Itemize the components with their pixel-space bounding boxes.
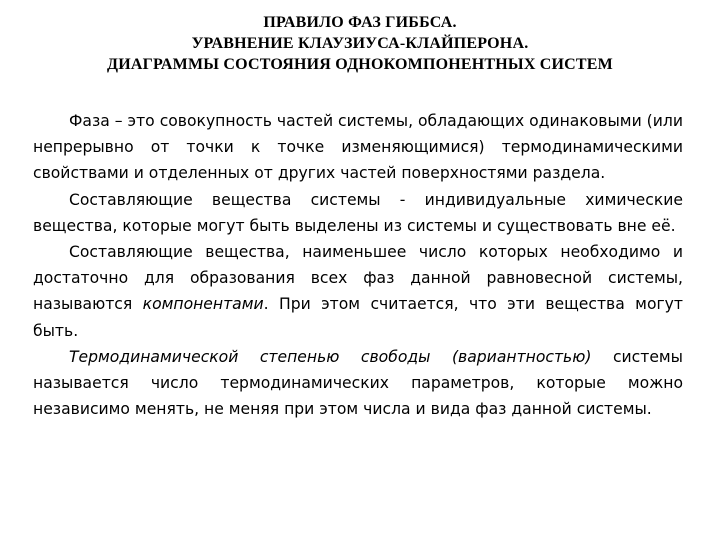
title-line-1: ПРАВИЛО ФАЗ ГИББСА.	[263, 14, 457, 31]
constituent-substances-text: Составляющие вещества системы - индивидуальные химические вещества, которые могут быть выделены из системы и существовать вне её.	[33, 190, 683, 235]
degrees-of-freedom-text: системы называется число термодинамических параметров, которые можно независимо менять, не меняя при этом числа и вида фаз данной системы.	[33, 347, 683, 419]
slide-title	[20, 12, 700, 75]
components-text-after: . При этом считается, что эти вещества могут быть.	[33, 295, 683, 340]
paragraph-phase-definition	[33, 108, 683, 187]
components-text-before: Составляющие вещества, наименьшее число которых необходимо и достаточно для образования всех фаз данной равновесной системы, называются	[33, 243, 683, 314]
title-line-2: УРАВНЕНИЕ КЛАУЗИУСА-КЛАЙПЕРОНА.	[191, 35, 529, 52]
slide-body	[33, 108, 683, 422]
degrees-of-freedom-term: Термодинамической степенью свободы (вариантностью)	[69, 347, 592, 366]
paragraph-constituent-substances	[33, 187, 683, 239]
title-line-3: ДИАГРАММЫ СОСТОЯНИЯ ОДНОКОМПОНЕНТНЫХ СИСТЕМ	[107, 56, 613, 73]
paragraph-components-definition	[33, 239, 683, 344]
phase-definition-text: Фаза – это совокупность частей системы, обладающих одинаковыми (или непрерывно от точки к точке изменяющимися) термодинамическими свойствами и отделенных от других частей поверхностями раздела.	[33, 112, 683, 183]
paragraph-degrees-of-freedom	[33, 344, 683, 423]
components-term: компонентами	[142, 295, 264, 314]
